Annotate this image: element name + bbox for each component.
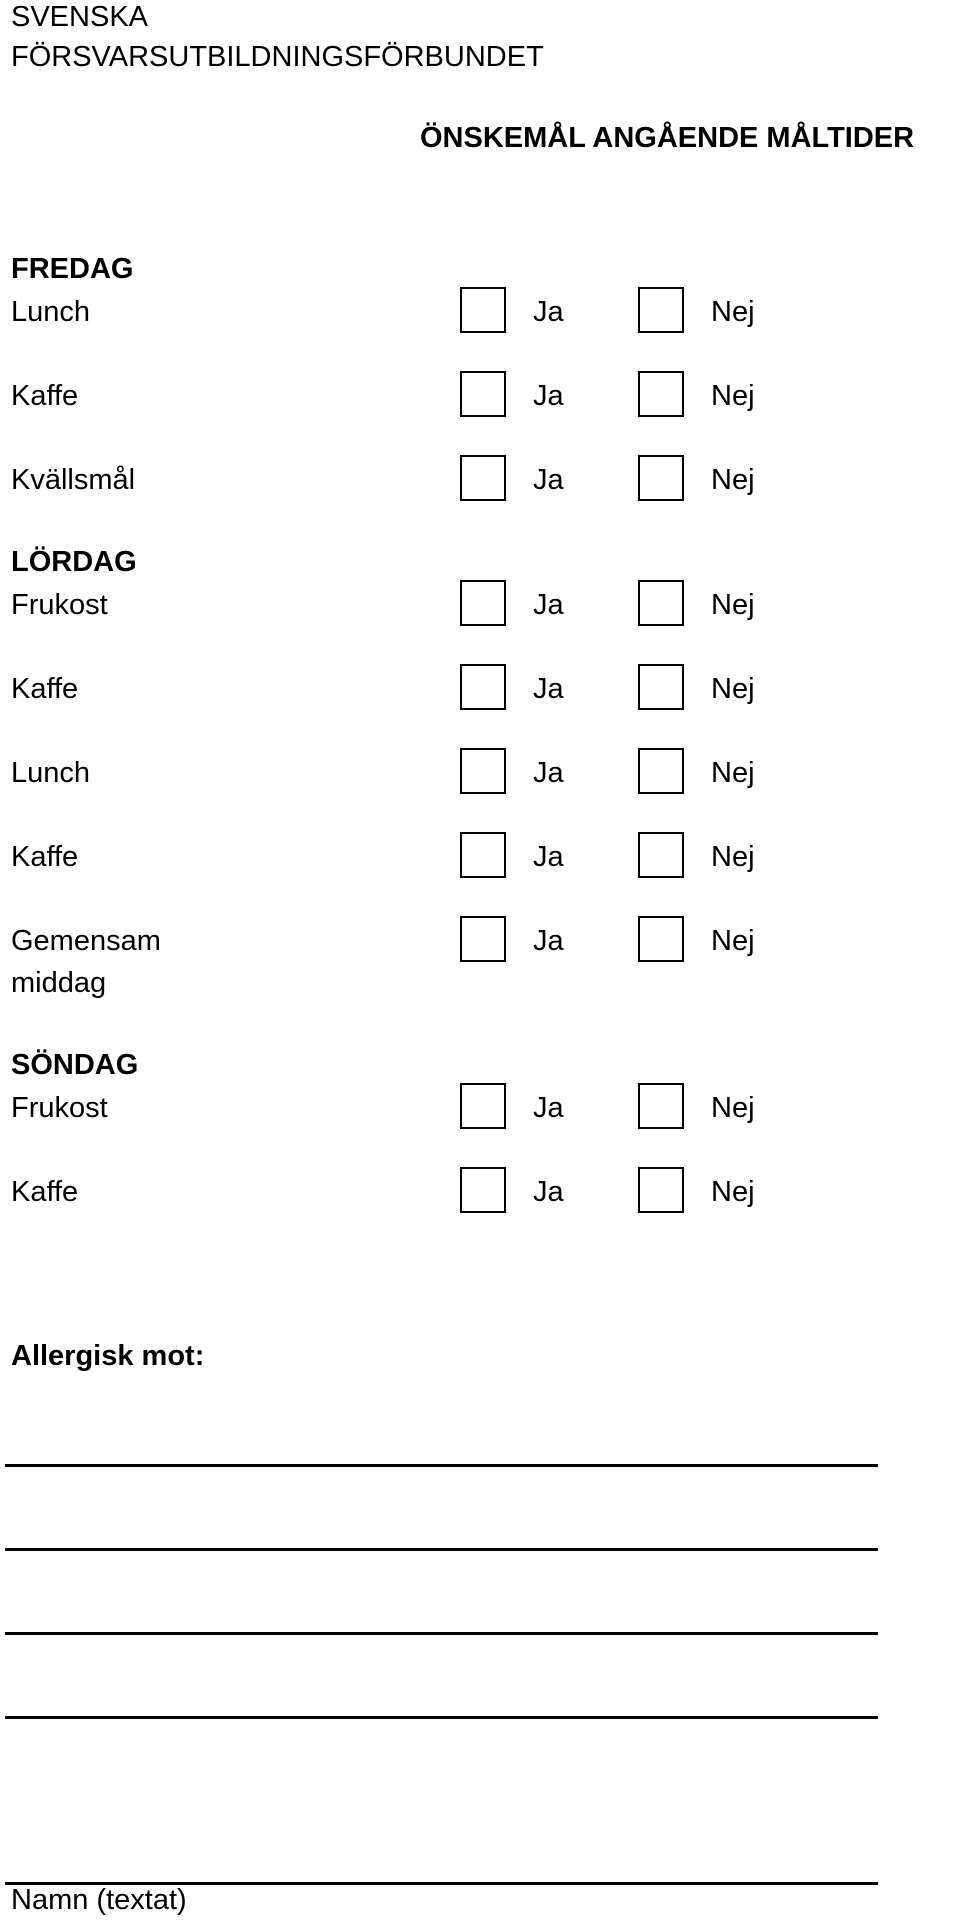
allergy-line[interactable] [5,1548,878,1551]
meal-label: Lunch [11,296,91,328]
no-label: Nej [711,464,755,496]
allergy-label: Allergisk mot: [11,1340,205,1372]
name-label: Namn (textat) [11,1884,187,1916]
yes-label: Ja [533,1176,564,1208]
day-heading-sondag: SÖNDAG [11,1049,139,1081]
meal-row [0,455,960,515]
day-heading-fredag: FREDAG [11,253,134,285]
yes-label: Ja [533,589,564,621]
no-label: Nej [711,1176,755,1208]
yes-checkbox[interactable] [460,748,506,794]
allergy-line[interactable] [5,1716,878,1719]
yes-checkbox[interactable] [460,1167,506,1213]
no-label: Nej [711,925,755,957]
yes-label: Ja [533,380,564,412]
allergy-line[interactable] [5,1632,878,1635]
meal-row [0,748,960,808]
yes-checkbox[interactable] [460,371,506,417]
meal-label: Frukost [11,589,108,621]
org-name-line1: SVENSKA [11,1,148,33]
yes-checkbox[interactable] [460,287,506,333]
meal-row [0,580,960,640]
no-label: Nej [711,296,755,328]
yes-checkbox[interactable] [460,664,506,710]
no-label: Nej [711,841,755,873]
no-checkbox[interactable] [638,916,684,962]
allergy-line[interactable] [5,1464,878,1467]
yes-label: Ja [533,464,564,496]
yes-label: Ja [533,1092,564,1124]
meal-row [0,371,960,431]
no-label: Nej [711,1092,755,1124]
no-checkbox[interactable] [638,580,684,626]
meal-label: Lunch [11,757,91,789]
meal-label: Kaffe [11,1176,79,1208]
meal-label: Gemensam middag [11,925,161,999]
form-title: ÖNSKEMÅL ANGÅENDE MÅLTIDER [420,122,915,154]
no-checkbox[interactable] [638,455,684,501]
meal-label: Frukost [11,1092,108,1124]
meal-row [0,287,960,347]
yes-label: Ja [533,925,564,957]
meal-label: Kvällsmål [11,464,136,496]
no-checkbox[interactable] [638,287,684,333]
meal-label: Kaffe [11,380,79,412]
org-name-line2: FÖRSVARSUTBILDNINGSFÖRBUNDET [11,41,544,73]
yes-label: Ja [533,673,564,705]
no-checkbox[interactable] [638,832,684,878]
yes-checkbox[interactable] [460,455,506,501]
no-checkbox[interactable] [638,664,684,710]
yes-label: Ja [533,757,564,789]
no-label: Nej [711,380,755,412]
meal-label: Kaffe [11,841,79,873]
meal-row [0,664,960,724]
yes-label: Ja [533,296,564,328]
meal-row [0,832,960,892]
no-checkbox[interactable] [638,748,684,794]
yes-checkbox[interactable] [460,1083,506,1129]
no-label: Nej [711,589,755,621]
no-label: Nej [711,757,755,789]
meal-row [0,1167,960,1227]
yes-checkbox[interactable] [460,832,506,878]
no-checkbox[interactable] [638,1083,684,1129]
no-label: Nej [711,673,755,705]
no-checkbox[interactable] [638,1167,684,1213]
yes-label: Ja [533,841,564,873]
day-heading-lordag: LÖRDAG [11,546,137,578]
meal-row [0,1083,960,1143]
no-checkbox[interactable] [638,371,684,417]
yes-checkbox[interactable] [460,916,506,962]
yes-checkbox[interactable] [460,580,506,626]
meal-label: Kaffe [11,673,79,705]
meal-row [0,916,960,999]
